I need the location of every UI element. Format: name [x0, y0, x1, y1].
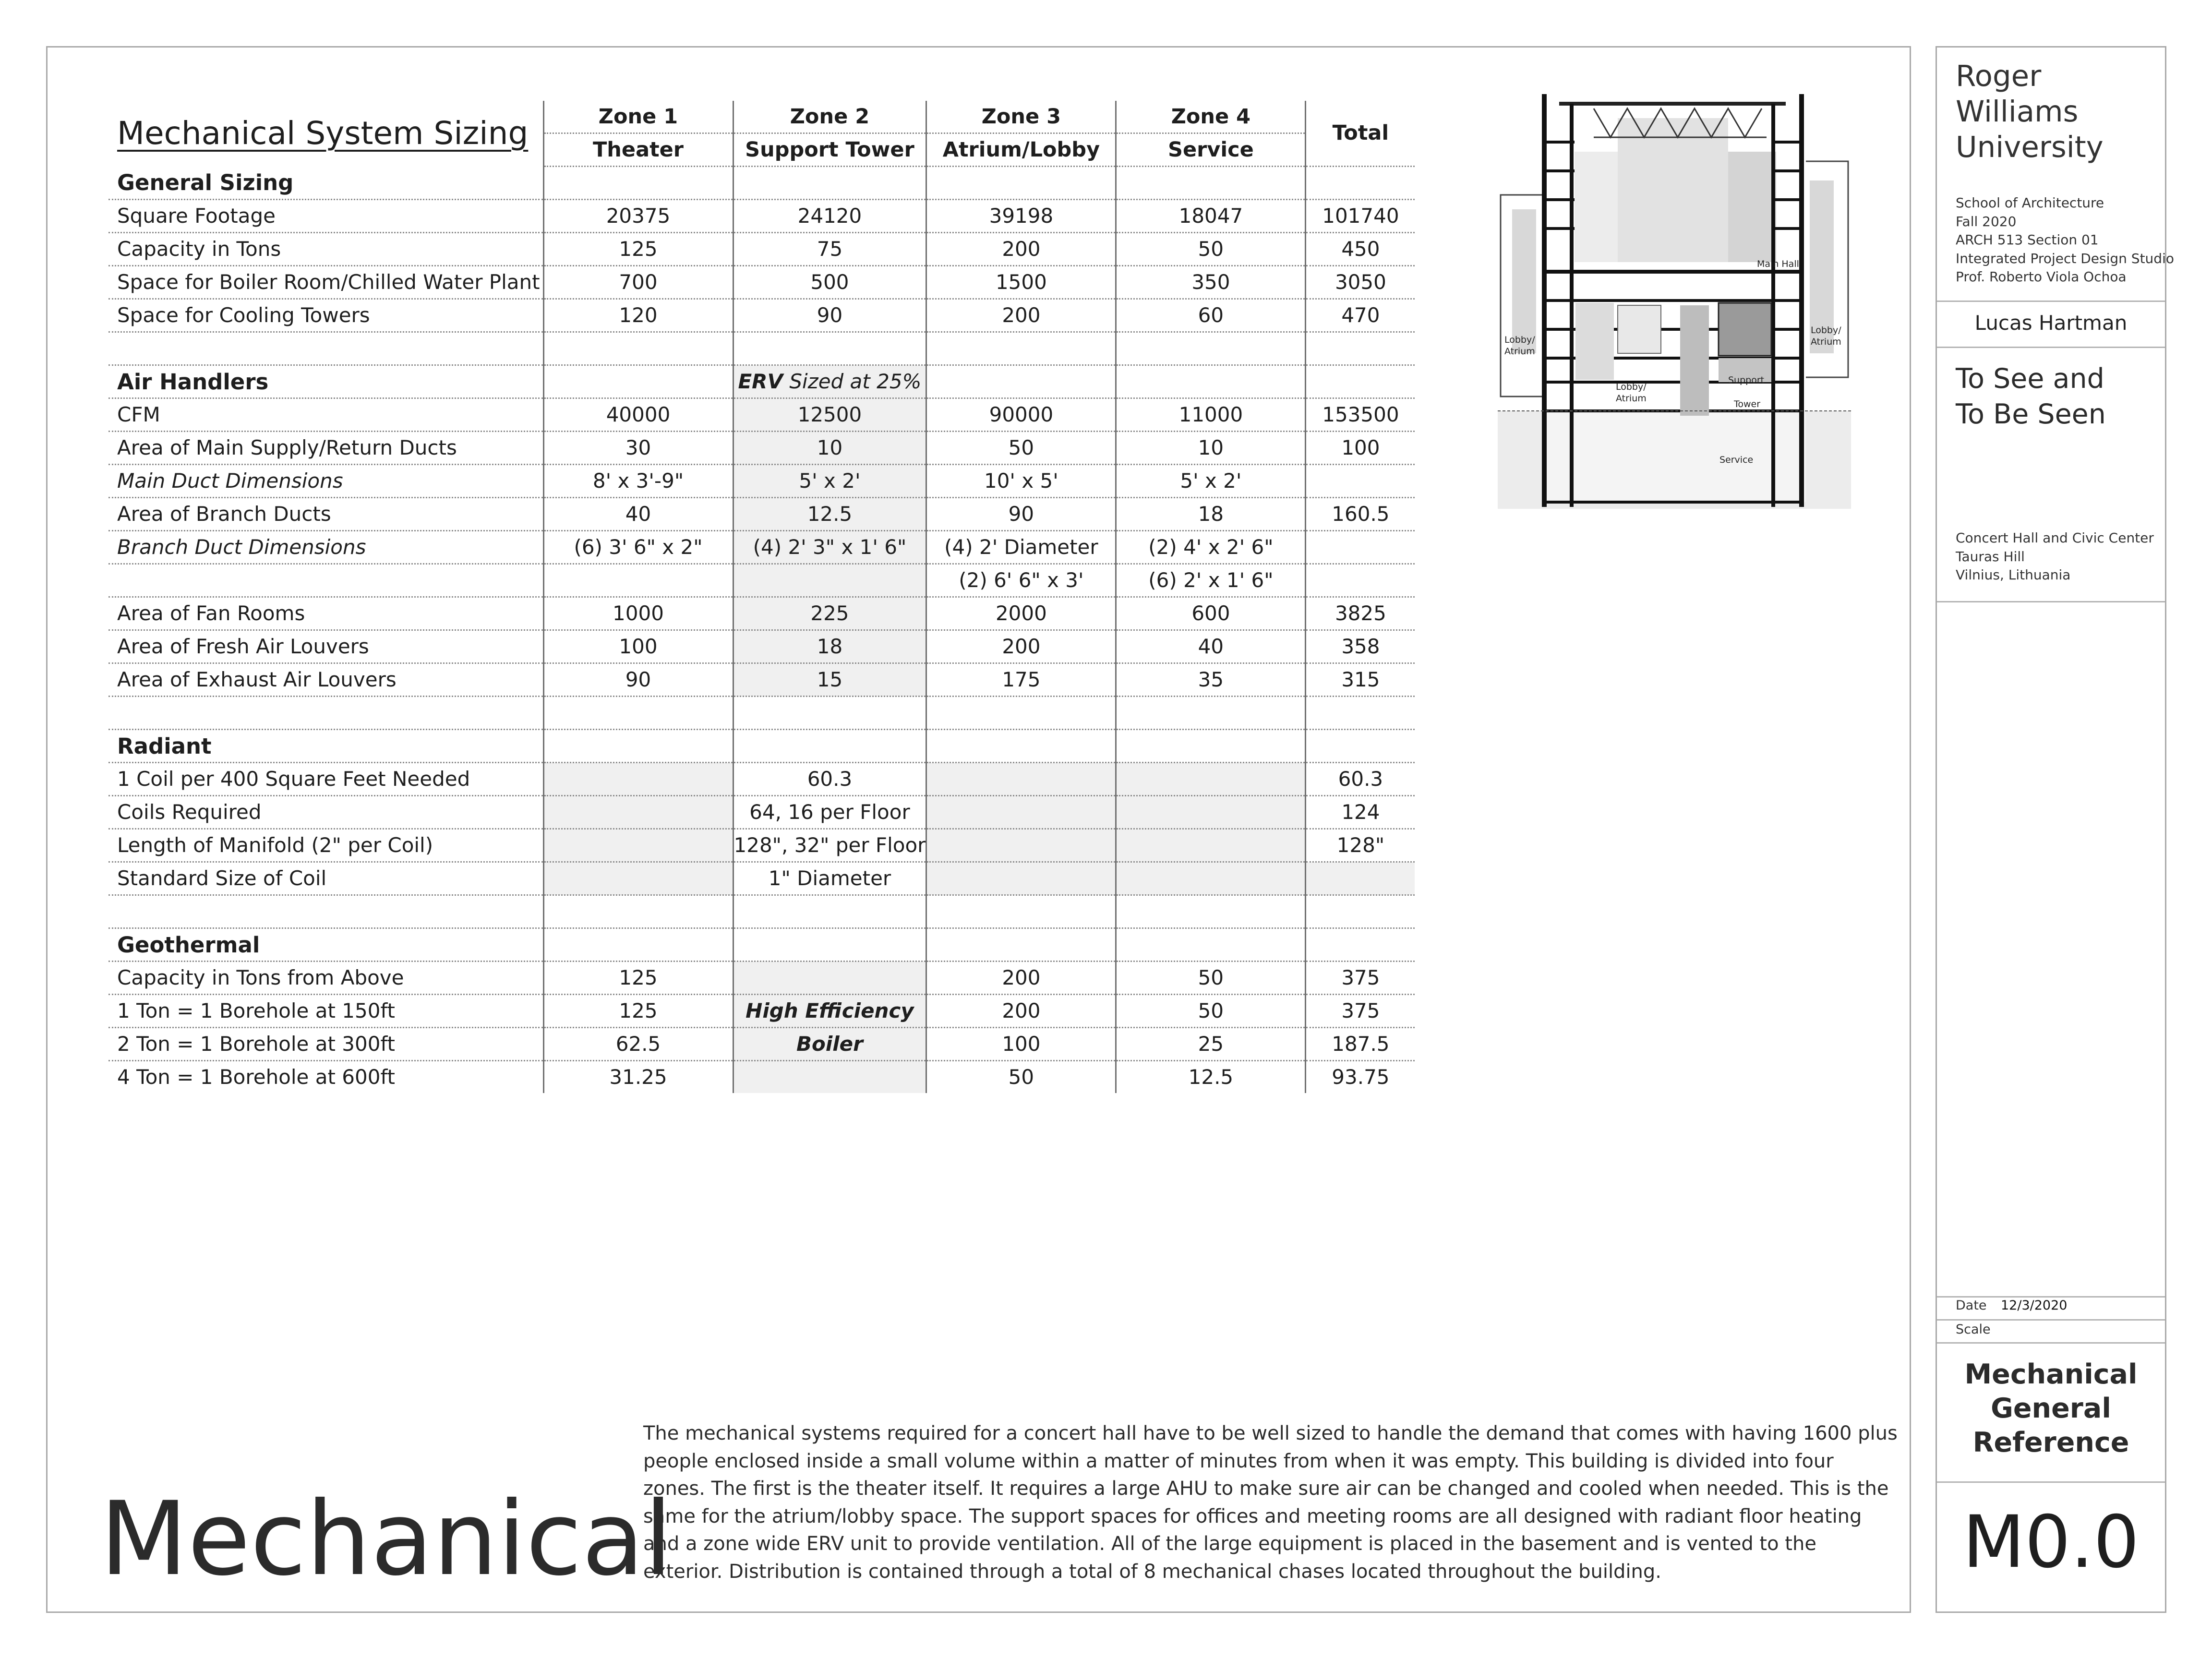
label-atrium-center: Atrium [1616, 393, 1647, 404]
table-row [108, 829, 1415, 862]
total-cell: 101740 [1306, 200, 1415, 233]
row-label: Area of Branch Ducts [108, 498, 543, 531]
label-atrium-left: Atrium [1504, 346, 1535, 357]
zone-2-use: Support Tower [733, 133, 926, 167]
label-lobby-right: Lobby/ [1811, 325, 1841, 336]
cell: 40 [1116, 630, 1306, 663]
erv-note: ERV Sized at 25% [733, 365, 926, 398]
total-header: Total [1306, 101, 1415, 167]
cell: 200 [926, 995, 1116, 1028]
zone-3-use: Atrium/Lobby [926, 133, 1116, 167]
spacer-row [108, 895, 1415, 928]
divider [1937, 347, 2165, 348]
cell: 200 [926, 630, 1116, 663]
total-cell: 60.3 [1306, 763, 1415, 796]
zone-1-use: Theater [543, 133, 733, 167]
cell: 10' x 5' [926, 465, 1116, 498]
section-heading-air-handlers: Air Handlers [108, 365, 543, 398]
row-label: Length of Manifold (2" per Coil) [108, 829, 543, 862]
cell: 50 [926, 1061, 1116, 1094]
table-row [108, 266, 1415, 299]
label-tower: Tower [1734, 399, 1761, 409]
university-name: Roger Williams University [1956, 59, 2104, 164]
table-row [108, 862, 1415, 895]
cell: 125 [543, 233, 733, 266]
spacer-row [108, 697, 1415, 730]
divider [1937, 301, 2165, 302]
cell: 200 [926, 962, 1116, 995]
table-row [108, 597, 1415, 630]
row-label: CFM [108, 398, 543, 432]
section-row [108, 167, 1415, 200]
divider [1937, 1319, 2165, 1321]
table-row [108, 233, 1415, 266]
section-row [108, 928, 1415, 962]
row-label: Area of Fresh Air Louvers [108, 630, 543, 663]
student-name: Lucas Hartman [1974, 311, 2128, 335]
cell: (4) 2' 3" x 1' 6" [733, 531, 926, 564]
row-label: Area of Exhaust Air Louvers [108, 663, 543, 697]
project-title: To See and To Be Seen [1956, 363, 2106, 430]
cell: 60.3 [733, 763, 926, 796]
total-cell: 93.75 [1306, 1061, 1415, 1094]
cell: 225 [733, 597, 926, 630]
row-label: Space for Cooling Towers [108, 299, 543, 332]
zone-1-name: Zone 1 [543, 101, 733, 133]
total-cell: 375 [1306, 962, 1415, 995]
table-row [108, 299, 1415, 332]
cell: 100 [543, 630, 733, 663]
total-cell: 358 [1306, 630, 1415, 663]
total-cell: 187.5 [1306, 1028, 1415, 1061]
total-cell: 315 [1306, 663, 1415, 697]
row-label: 1 Coil per 400 Square Feet Needed [108, 763, 543, 796]
table-header-row-1 [108, 101, 1415, 133]
cell: 128", 32" per Floor [733, 829, 926, 862]
cell: 24120 [733, 200, 926, 233]
cell: 500 [733, 266, 926, 299]
cell: 700 [543, 266, 733, 299]
table-row [108, 200, 1415, 233]
cell: 31.25 [543, 1061, 733, 1094]
cell: 350 [1116, 266, 1306, 299]
cell: 50 [926, 432, 1116, 465]
cell: 18 [733, 630, 926, 663]
cell: (2) 4' x 2' 6" [1116, 531, 1306, 564]
cell: 39198 [926, 200, 1116, 233]
row-label: Standard Size of Coil [108, 862, 543, 895]
cell: 5' x 2' [1116, 465, 1306, 498]
cell: 40 [543, 498, 733, 531]
table-row [108, 995, 1415, 1028]
cell: 18 [1116, 498, 1306, 531]
table-row [108, 564, 1415, 597]
row-label: Area of Main Supply/Return Ducts [108, 432, 543, 465]
total-cell: 100 [1306, 432, 1415, 465]
zone-3-name: Zone 3 [926, 101, 1116, 133]
cell: 1" Diameter [733, 862, 926, 895]
total-cell: 124 [1306, 796, 1415, 829]
row-label: Main Duct Dimensions [108, 465, 543, 498]
table-row [108, 763, 1415, 796]
total-cell: 375 [1306, 995, 1415, 1028]
support-tower-volume [1719, 303, 1771, 356]
table-row [108, 630, 1415, 663]
mechanical-sizing-table [108, 101, 1415, 1093]
row-label: Space for Boiler Room/Chilled Water Plant [108, 266, 543, 299]
row-label: Branch Duct Dimensions [108, 531, 543, 564]
total-cell: 153500 [1306, 398, 1415, 432]
table-row [108, 531, 1415, 564]
total-cell: 160.5 [1306, 498, 1415, 531]
row-label: Capacity in Tons [108, 233, 543, 266]
section-heading-geothermal: Geothermal [108, 928, 543, 962]
scale-label: Scale [1956, 1322, 1991, 1337]
zone-2-name: Zone 2 [733, 101, 926, 133]
table-row [108, 432, 1415, 465]
label-lobby-left: Lobby/ [1504, 335, 1535, 345]
table-row [108, 398, 1415, 432]
cell: 175 [926, 663, 1116, 697]
cell: 11000 [1116, 398, 1306, 432]
cell: 10 [1116, 432, 1306, 465]
label-service: Service [1719, 455, 1754, 465]
table-row [108, 1028, 1415, 1061]
cell: 100 [926, 1028, 1116, 1061]
label-atrium-right: Atrium [1811, 337, 1841, 347]
cell: 30 [543, 432, 733, 465]
total-cell: 450 [1306, 233, 1415, 266]
sheet-number: M0.0 [1962, 1501, 2140, 1584]
cell: 35 [1116, 663, 1306, 697]
row-label: Square Footage [108, 200, 543, 233]
cell: 62.5 [543, 1028, 733, 1061]
cell: 200 [926, 233, 1116, 266]
label-lobby-center: Lobby/ [1616, 382, 1647, 392]
course-info: School of Architecture Fall 2020 ARCH 513 Section 01 Integrated Project Design Studio Prof. Roberto Viola Ochoa [1956, 195, 2174, 285]
cell: 40000 [543, 398, 733, 432]
table-row [108, 1061, 1415, 1094]
cell: 5' x 2' [733, 465, 926, 498]
cell: 12.5 [733, 498, 926, 531]
total-cell: 470 [1306, 299, 1415, 332]
cell: 1500 [926, 266, 1116, 299]
cell: 125 [543, 962, 733, 995]
row-label: Coils Required [108, 796, 543, 829]
section-heading-radiant: Radiant [108, 730, 543, 763]
row-label: 4 Ton = 1 Borehole at 600ft [117, 1065, 395, 1089]
zone-4-name: Zone 4 [1116, 101, 1306, 133]
cell: (2) 6' 6" x 3' [926, 564, 1116, 597]
cell: 125 [543, 995, 733, 1028]
cell: 600 [1116, 597, 1306, 630]
row-label: Area of Fan Rooms [108, 597, 543, 630]
table-row [108, 962, 1415, 995]
spacer-row [108, 332, 1415, 365]
label-main-hall: Main Hall [1757, 259, 1799, 269]
section-heading-general: General Sizing [108, 167, 543, 200]
cell: (6) 3' 6" x 2" [543, 531, 733, 564]
cell: 90 [543, 663, 733, 697]
total-cell: 3825 [1306, 597, 1415, 630]
cell: 60 [1116, 299, 1306, 332]
cell: 75 [733, 233, 926, 266]
cell: (4) 2' Diameter [926, 531, 1116, 564]
label-support: Support [1728, 375, 1765, 385]
building-section-drawing [1498, 89, 1851, 509]
cell: 90 [926, 498, 1116, 531]
boiler-note: Boiler [733, 1028, 926, 1061]
divider [1937, 1342, 2165, 1344]
cell: (6) 2' x 1' 6" [1116, 564, 1306, 597]
sheet-category-title: Mechanical [100, 1479, 673, 1598]
table-row [108, 796, 1415, 829]
date-label: Date [1956, 1298, 1987, 1313]
cell: 20375 [543, 200, 733, 233]
cell: 90 [733, 299, 926, 332]
section-row [108, 365, 1415, 398]
section-row [108, 730, 1415, 763]
divider [1937, 1296, 2165, 1298]
divider [1937, 601, 2165, 602]
cell: 15 [733, 663, 926, 697]
description-paragraph: The mechanical systems required for a concert hall have to be well sized to handle the demand that comes with having 1600 plus people enclosed inside a small volume within a matter of minutes from when it was empty. This building is divided into four zones. The first is the theater itself. It requires a large AHU to make sure air can be changed and cooled when needed. This is the same for the atrium/lobby space. The support spaces for offices and meeting rooms are all designed with radiant floor heating and a zone wide ERV unit to provide ventilation. All of the large equipment is placed in the basement and is vented to the exterior. Distribution is contained through a total of 8 mechanical chases located throughout the building. [643, 1422, 1898, 1583]
cell: 200 [926, 299, 1116, 332]
cell: 50 [1116, 233, 1306, 266]
cell: 1000 [543, 597, 733, 630]
table-row [108, 663, 1415, 697]
table-row [108, 498, 1415, 531]
total-cell: 128" [1306, 829, 1415, 862]
cell: 2000 [926, 597, 1116, 630]
table-row [108, 465, 1415, 498]
row-label: Capacity in Tons from Above [108, 962, 543, 995]
main-hall-volume [1618, 118, 1728, 262]
row-label: 1 Ton = 1 Borehole at 150ft [108, 995, 543, 1028]
cell: 50 [1116, 962, 1306, 995]
cell: 64, 16 per Floor [733, 796, 926, 829]
row-label: 2 Ton = 1 Borehole at 300ft [108, 1028, 543, 1061]
cell: 10 [733, 432, 926, 465]
cell: 120 [543, 299, 733, 332]
project-location: Concert Hall and Civic Center Tauras Hill Vilnius, Lithuania [1956, 530, 2154, 583]
cell: 90000 [926, 398, 1116, 432]
zone-4-use: Service [1116, 133, 1306, 167]
sheet-title: Mechanical General Reference [1964, 1358, 2138, 1458]
cell: 25 [1116, 1028, 1306, 1061]
total-cell: 3050 [1306, 266, 1415, 299]
cell: 8' x 3'-9" [543, 465, 733, 498]
cell: 12.5 [1116, 1061, 1306, 1094]
cell: 12500 [733, 398, 926, 432]
cell: 18047 [1116, 200, 1306, 233]
cell: 50 [1116, 995, 1306, 1028]
table-title: Mechanical System Sizing [117, 115, 529, 152]
date-value: 12/3/2020 [2001, 1298, 2068, 1313]
boiler-note: High Efficiency [733, 995, 926, 1028]
divider [1937, 1481, 2165, 1483]
